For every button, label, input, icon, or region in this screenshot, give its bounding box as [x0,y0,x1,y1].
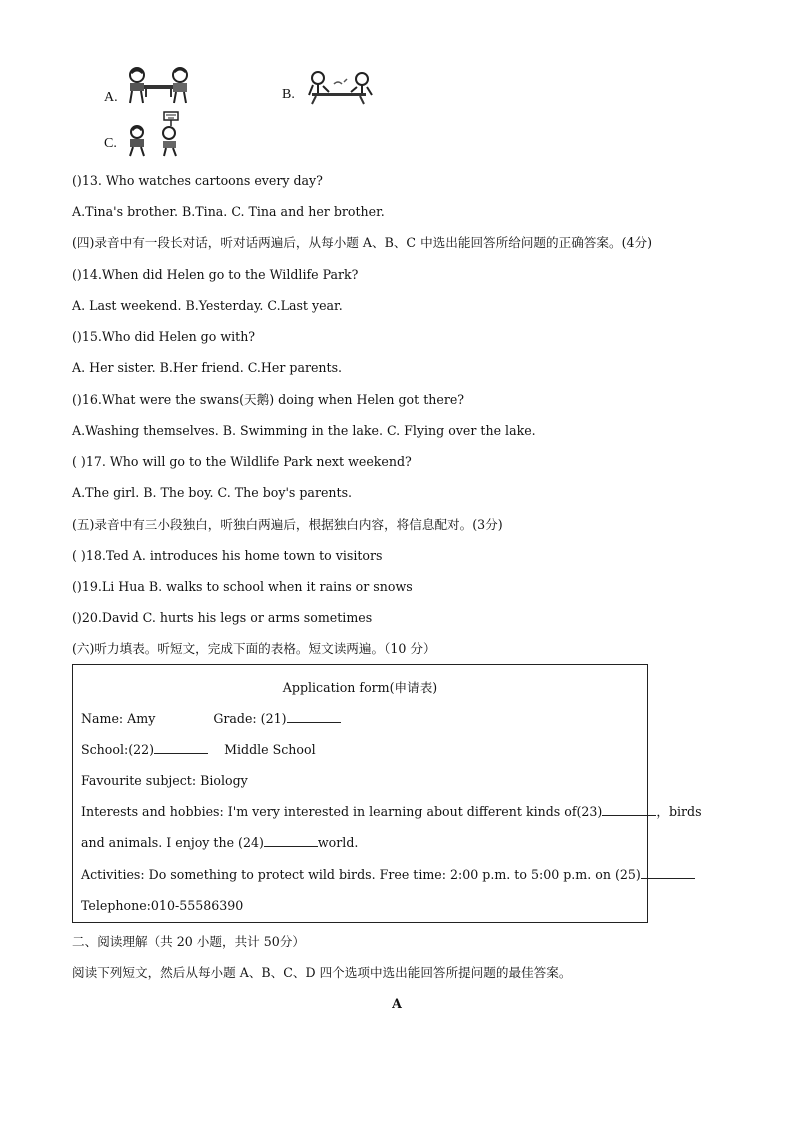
section-2-heading: 二、阅读理解（共 20 小题，共计 50分） [72,934,305,949]
blank-24[interactable] [264,834,318,847]
two-people-with-sign-icon [124,110,186,158]
question-13-options: A.Tina's brother. B.Tina. C. Tina and her brother. [72,204,385,219]
form-school-row [81,741,316,759]
form-title: Application form(申请表) [282,680,438,695]
form-interests-text-1: Interests and hobbies: I'm very interested in learning about different kinds of(23) [81,804,603,819]
question-17: ( )17. Who will go to the Wildlife Park next weekend? [72,454,412,469]
section-6-instruction: (六)听力填表。听短文，完成下面的表格。短文读两遍。（10 分） [72,641,436,656]
question-13: ()13. Who watches cartoons every day? [72,173,323,188]
form-interests-row-2 [81,834,358,852]
blank-21[interactable] [287,710,341,723]
passage-label: A [392,996,402,1011]
form-subject: Favourite subject: Biology [81,773,248,788]
form-interests-text-4: world. [317,835,359,850]
form-grade-label: Grade: (21) [213,711,287,726]
question-16-options: A.Washing themselves. B. Swimming in the lake. C. Flying over the lake. [72,423,536,438]
form-telephone: Telephone:010-55586390 [81,898,244,913]
section-4-instruction: (四)录音中有一段长对话，听对话两遍后，从每小题 A、B、C 中选出能回答所给问题的正确答案。(4分) [72,235,653,250]
question-18: ( )18.Ted A. introduces his home town to visitors [72,548,383,563]
section-5-instruction: (五)录音中有三小段独白，听独白两遍后，根据独白内容，将信息配对。(3分) [72,517,503,532]
form-activities-row [81,866,695,884]
blank-23[interactable] [602,803,656,816]
question-19: ()19.Li Hua B. walks to school when it rains or snows [72,579,413,594]
question-16: ()16.What were the swans(天鹅) doing when Helen got there? [72,392,465,407]
form-interests-text-3: and animals. I enjoy the (24) [81,835,264,850]
form-activities: Activities: Do something to protect wild birds. Free time: 2:00 p.m. to 5:00 p.m. on (25) [81,867,641,882]
question-14: ()14.When did Helen go to the Wildlife Park? [72,267,359,282]
option-c-letter: C. [104,136,117,151]
question-20: ()20.David C. hurts his legs or arms sometimes [72,610,373,625]
question-14-options: A. Last weekend. B.Yesterday. C.Last year. [72,298,343,313]
option-a-letter: A. [104,90,118,105]
option-b-letter: B. [282,87,295,102]
question-15-options: A. Her sister. B.Her friend. C.Her parents. [72,360,343,375]
form-name: Name: Amy [81,711,156,726]
form-school-suffix: Middle School [224,742,316,757]
two-people-at-table-icon [304,70,376,106]
question-17-options: A.The girl. B. The boy. C. The boy's parents. [72,485,353,500]
two-people-carrying-table-icon [124,66,194,106]
blank-25[interactable] [641,866,695,879]
blank-22[interactable] [154,741,208,754]
form-interests-text-2: ，birds [656,804,702,819]
question-15: ()15.Who did Helen go with? [72,329,256,344]
application-form [72,664,702,923]
form-interests-row-1 [81,803,702,821]
form-name-row [81,710,341,728]
section-2-instruction: 阅读下列短文，然后从每小题 A、B、C、D 四个选项中选出能回答所提问题的最佳答案。 [72,965,572,980]
form-school-label: School:(22) [81,742,155,757]
